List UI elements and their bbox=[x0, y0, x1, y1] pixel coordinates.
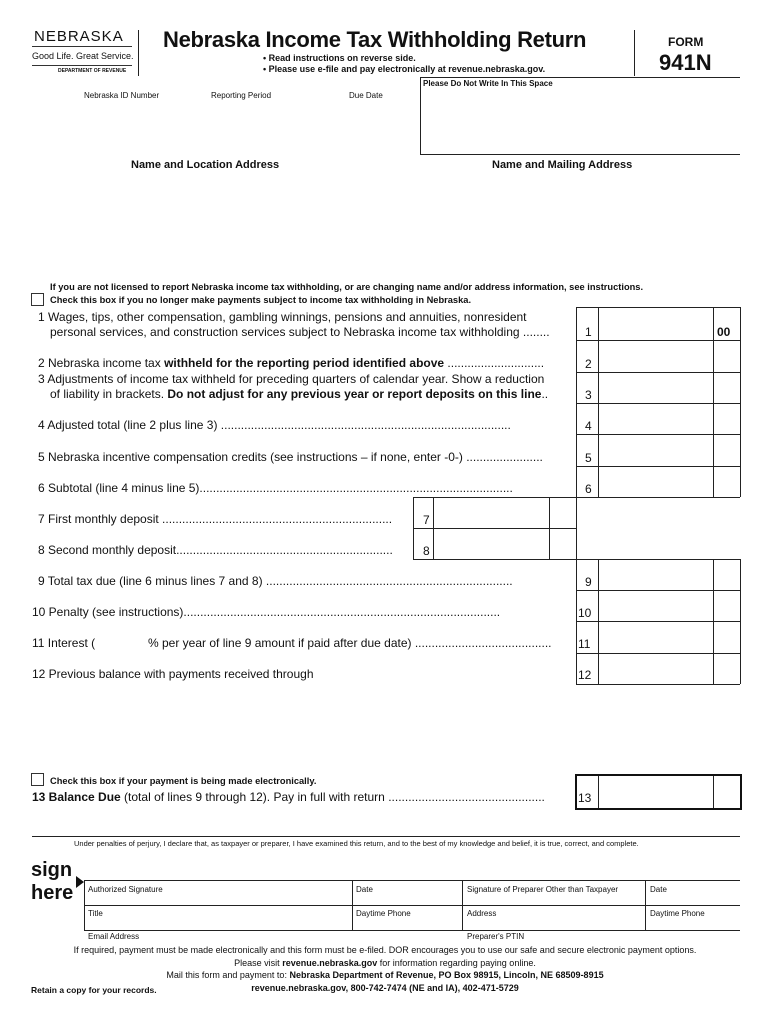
preparer-phone-label: Daytime Phone bbox=[650, 909, 705, 918]
line-6-amount-field[interactable] bbox=[600, 467, 712, 496]
line-1-amount-field[interactable] bbox=[600, 308, 712, 339]
electronic-payment-checkbox[interactable] bbox=[31, 773, 44, 786]
here-label: here bbox=[31, 882, 74, 904]
line-3-text-a: 3 Adjustments of income tax withheld for preceding quarters of calendar year. Show a reduction bbox=[38, 372, 545, 386]
line-11-number: 11 bbox=[578, 637, 591, 651]
daytime-phone-field[interactable] bbox=[354, 918, 460, 929]
sig-col-1b bbox=[352, 905, 353, 930]
line-2-amount-field[interactable] bbox=[600, 341, 712, 371]
due-date-label: Due Date bbox=[349, 91, 383, 100]
signature-row-1-top bbox=[84, 880, 740, 881]
visit-notice: Please visit revenue.nebraska.gov for information regarding paying online. bbox=[234, 958, 536, 968]
balance-due-box[interactable] bbox=[575, 774, 742, 810]
grid-row-6 bbox=[576, 497, 740, 498]
sign-here-arrow-icon bbox=[76, 876, 84, 888]
line-6-text: 6 Subtotal (line 4 minus line 5).............................................................................................. bbox=[38, 481, 513, 495]
deposit-grid-bottom bbox=[413, 559, 576, 560]
line-7-amount-field[interactable] bbox=[435, 498, 548, 527]
grid-left-upper bbox=[576, 307, 577, 497]
line-7-text: 7 First monthly deposit ..................................................................... bbox=[38, 512, 393, 526]
line-12-text: 12 Previous balance with payments received through bbox=[32, 667, 314, 681]
title-label: Title bbox=[88, 909, 103, 918]
line-13-number: 13 bbox=[578, 791, 592, 805]
line-4-text: 4 Adjusted total (line 2 plus line 3) ....................................................................................... bbox=[38, 418, 511, 432]
deposit-grid-right bbox=[576, 497, 577, 559]
retain-copy-notice: Retain a copy for your records. bbox=[31, 985, 157, 995]
interest-rate-field[interactable] bbox=[98, 632, 142, 650]
no-longer-payments-checkbox[interactable] bbox=[31, 293, 44, 306]
sign-label: sign bbox=[31, 859, 73, 881]
line-1-number: 1 bbox=[585, 325, 592, 339]
form-title: Nebraska Income Tax Withholding Return bbox=[163, 27, 587, 52]
efile-notice: If required, payment must be made electronically and this form must be e-filed. DOR encourages you to use our safe and secure electronic payment options. bbox=[73, 945, 697, 955]
logo-rule bbox=[32, 65, 132, 66]
line-11-text-b: % per year of line 9 amount if paid after due date) ......................................... bbox=[148, 636, 552, 650]
grid-right-lower bbox=[740, 559, 741, 684]
form-number: 941N bbox=[659, 50, 712, 75]
instruction-bullet-2: • Please use e-file and pay electronically at revenue.nebraska.gov. bbox=[263, 64, 546, 74]
line-1-cents: 00 bbox=[717, 325, 731, 339]
line-10-text: 10 Penalty (see instructions)............................................................................................... bbox=[32, 605, 501, 619]
mailing-address-notice: Mail this form and payment to: Nebraska Department of Revenue, PO Box 98915, Lincoln, NE 68509-8915 bbox=[166, 970, 604, 980]
line-3-amount-field[interactable] bbox=[600, 373, 712, 402]
signature-date-label: Date bbox=[356, 885, 373, 894]
office-box-bottom bbox=[420, 154, 740, 155]
mailing-address-label: Name and Mailing Address bbox=[492, 159, 633, 171]
sig-col-3 bbox=[645, 880, 646, 905]
line-12-number: 12 bbox=[578, 668, 592, 682]
grid-right-upper bbox=[740, 307, 741, 497]
line-7-number: 7 bbox=[423, 513, 430, 527]
form-number-divider bbox=[634, 30, 635, 76]
authorized-signature-label: Authorized Signature bbox=[88, 885, 163, 894]
line-12-amount-field[interactable] bbox=[600, 654, 712, 683]
line-5-number: 5 bbox=[585, 451, 592, 465]
line-13-text: 13 Balance Due (total of lines 9 through 12). Pay in full with return ............................................... bbox=[32, 790, 545, 804]
preparer-address-label: Address bbox=[467, 909, 497, 918]
line-9-text: 9 Total tax due (line 6 minus lines 7 and 8) .......................................................................... bbox=[38, 574, 513, 588]
preparer-signature-field[interactable] bbox=[464, 893, 643, 904]
line-1-text-a: 1 Wages, tips, other compensation, gambling winnings, pensions and annuities, nonresident bbox=[38, 310, 527, 324]
logo-underline bbox=[32, 46, 132, 47]
license-notice: If you are not licensed to report Nebraska income tax withholding, or are changing name and/or address information, see instructions. bbox=[50, 282, 644, 292]
sig-col-3b bbox=[645, 905, 646, 930]
preparer-ptin-label: Preparer's PTIN bbox=[467, 932, 525, 941]
line-11-amount-field[interactable] bbox=[600, 622, 712, 652]
email-address-label: Email Address bbox=[88, 932, 140, 941]
balance-due-num-divider bbox=[598, 776, 599, 808]
line-5-amount-field[interactable] bbox=[600, 435, 712, 465]
electronic-payment-label: Check this box if your payment is being made electronically. bbox=[50, 776, 317, 786]
nebraska-id-label: Nebraska ID Number bbox=[84, 91, 160, 100]
no-longer-payments-label: Check this box if you no longer make payments subject to income tax withholding in Nebraska. bbox=[50, 295, 472, 305]
office-box-top bbox=[420, 77, 740, 78]
line-2-text: 2 Nebraska income tax withheld for the reporting period identified above ............................. bbox=[38, 356, 545, 370]
line-1-text-b: personal services, and construction services subject to Nebraska income tax withholding ........ bbox=[50, 325, 550, 339]
logo-tagline: Good Life. Great Service. bbox=[32, 51, 134, 61]
line-10-number: 10 bbox=[578, 606, 592, 620]
perjury-statement: Under penalties of perjury, I declare that, as taxpayer or preparer, I have examined this return, and to the best of my knowledge and belief, it is true, correct, and complete. bbox=[74, 839, 639, 848]
office-use-label: Please Do Not Write In This Space bbox=[423, 79, 553, 88]
balance-due-cents-divider bbox=[713, 776, 714, 808]
reporting-period-label: Reporting Period bbox=[211, 91, 272, 100]
contact-info: revenue.nebraska.gov, 800-742-7474 (NE and IA), 402-471-5729 bbox=[251, 983, 519, 993]
authorized-signature-field[interactable] bbox=[86, 893, 350, 904]
preparer-date-field[interactable] bbox=[647, 893, 739, 904]
line-8-text: 8 Second monthly deposit................................................................. bbox=[38, 543, 393, 557]
line-3-number: 3 bbox=[585, 388, 592, 402]
logo-divider bbox=[138, 30, 139, 76]
signature-section-rule bbox=[32, 836, 740, 837]
line-5-text: 5 Nebraska incentive compensation credits (see instructions – if none, enter -0-) ....................... bbox=[38, 450, 543, 464]
preparer-signature-label: Signature of Preparer Other than Taxpayer bbox=[467, 885, 619, 894]
line-8-number: 8 bbox=[423, 544, 430, 558]
grid-cents-upper bbox=[713, 307, 714, 497]
logo-department: DEPARTMENT OF REVENUE bbox=[58, 68, 127, 74]
nebraska-logo-wordmark: NEBRASKA bbox=[34, 28, 124, 45]
line-6-number: 6 bbox=[585, 482, 592, 496]
signature-row-2-top bbox=[84, 905, 740, 906]
title-field[interactable] bbox=[86, 918, 350, 929]
line-4-amount-field[interactable] bbox=[600, 404, 712, 433]
line-8-amount-field[interactable] bbox=[435, 529, 548, 558]
line-11-text-a: 11 Interest ( bbox=[32, 636, 96, 650]
line-3-text-b: of liability in brackets. Do not adjust for any previous year or report deposits on this line.. bbox=[50, 387, 549, 401]
location-address-label: Name and Location Address bbox=[131, 159, 280, 171]
grid-row-12 bbox=[576, 684, 740, 685]
grid-linenum-upper bbox=[598, 307, 599, 497]
line-10-amount-field[interactable] bbox=[600, 591, 712, 620]
sig-col-1 bbox=[352, 880, 353, 905]
daytime-phone-label: Daytime Phone bbox=[356, 909, 411, 918]
signature-date-field[interactable] bbox=[354, 893, 460, 904]
form-label: FORM bbox=[668, 35, 704, 49]
preparer-phone-field[interactable] bbox=[647, 918, 739, 929]
preparer-address-field[interactable] bbox=[464, 918, 643, 929]
line-9-number: 9 bbox=[585, 575, 592, 589]
instruction-bullet-1: • Read instructions on reverse side. bbox=[263, 53, 416, 63]
line-9-amount-field[interactable] bbox=[600, 560, 712, 589]
line-2-number: 2 bbox=[585, 357, 592, 371]
office-box-left bbox=[420, 77, 421, 154]
signature-row-3-top bbox=[84, 930, 740, 931]
line-4-number: 4 bbox=[585, 419, 592, 433]
preparer-date-label: Date bbox=[650, 885, 667, 894]
